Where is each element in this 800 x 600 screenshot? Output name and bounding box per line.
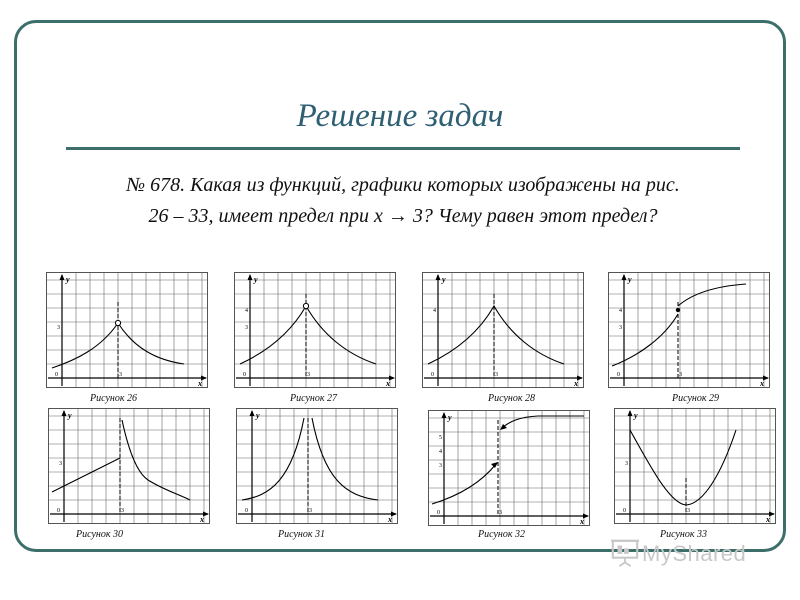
x-axis-label: x [386, 379, 390, 388]
x-axis-label: x [766, 515, 770, 524]
problem-statement [66, 170, 740, 232]
caption-figure-30: Рисунок 30 [76, 529, 124, 540]
caption-figure-26: Рисунок 26 [90, 393, 138, 404]
y-tick-3: 3 [439, 463, 442, 469]
figure-32 [428, 410, 590, 526]
x-tick-3: 3 [495, 372, 498, 378]
y-axis-label: y [442, 275, 446, 284]
y-tick-3: 3 [619, 325, 622, 331]
x-tick-3: 3 [121, 508, 124, 514]
y-axis-label: y [448, 413, 452, 422]
x-tick-3: 3 [679, 372, 682, 378]
y-tick-4: 4 [439, 449, 442, 455]
origin-label: 0 [623, 508, 626, 514]
x-tick-3: 3 [499, 510, 502, 516]
x-axis-label: x [198, 379, 202, 388]
caption-figure-29: Рисунок 29 [672, 393, 720, 404]
slide-title: Решение задач [296, 98, 504, 134]
figure-29 [608, 272, 770, 388]
y-axis-label: y [628, 275, 632, 284]
caption-figure-32: Рисунок 32 [478, 529, 526, 540]
y-tick-3: 3 [59, 461, 62, 467]
y-tick-3: 3 [625, 461, 628, 467]
x-tick-3: 3 [119, 372, 122, 378]
y-axis-label: y [68, 411, 72, 420]
x-tick-3: 3 [687, 508, 690, 514]
origin-label: 0 [437, 510, 440, 516]
y-tick-4: 4 [619, 308, 622, 314]
y-tick-3: 3 [245, 325, 248, 331]
origin-label: 0 [55, 372, 58, 378]
watermark-text: MyShared [642, 541, 747, 566]
figure-27 [234, 272, 396, 388]
origin-label: 0 [243, 372, 246, 378]
x-axis-label: x [200, 515, 204, 524]
figure-26 [46, 272, 208, 388]
origin-label: 0 [617, 372, 620, 378]
origin-label: 0 [245, 508, 248, 514]
caption-figure-33: Рисунок 33 [660, 529, 708, 540]
y-axis-label: y [66, 275, 70, 284]
problem-line-1: № 678. Какая из функций, графики которых изображены на рис. [126, 174, 680, 196]
x-tick-3: 3 [309, 508, 312, 514]
y-tick-3: 3 [57, 325, 60, 331]
x-axis-label: x [580, 517, 584, 526]
problem-line-2: 26 – 33, имеет предел при x → 3? Чему равен этот предел? [148, 205, 658, 227]
origin-label: 0 [431, 372, 434, 378]
y-tick-4: 4 [245, 308, 248, 314]
title-divider [66, 147, 740, 150]
figure-30 [48, 408, 210, 524]
x-tick-3: 3 [307, 372, 310, 378]
y-axis-label: y [256, 411, 260, 420]
projector-screen-icon [610, 538, 640, 568]
figure-28 [422, 272, 584, 388]
y-axis-label: y [634, 411, 638, 420]
y-tick-5: 5 [439, 435, 442, 441]
x-axis-label: x [760, 379, 764, 388]
x-axis-label: x [574, 379, 578, 388]
x-axis-label: x [388, 515, 392, 524]
figure-33 [614, 408, 776, 524]
caption-figure-27: Рисунок 27 [290, 393, 338, 404]
figure-31 [236, 408, 398, 524]
y-axis-label: y [254, 275, 258, 284]
caption-figure-31: Рисунок 31 [278, 529, 326, 540]
origin-label: 0 [57, 508, 60, 514]
y-tick-4: 4 [433, 308, 436, 314]
caption-figure-28: Рисунок 28 [488, 393, 536, 404]
